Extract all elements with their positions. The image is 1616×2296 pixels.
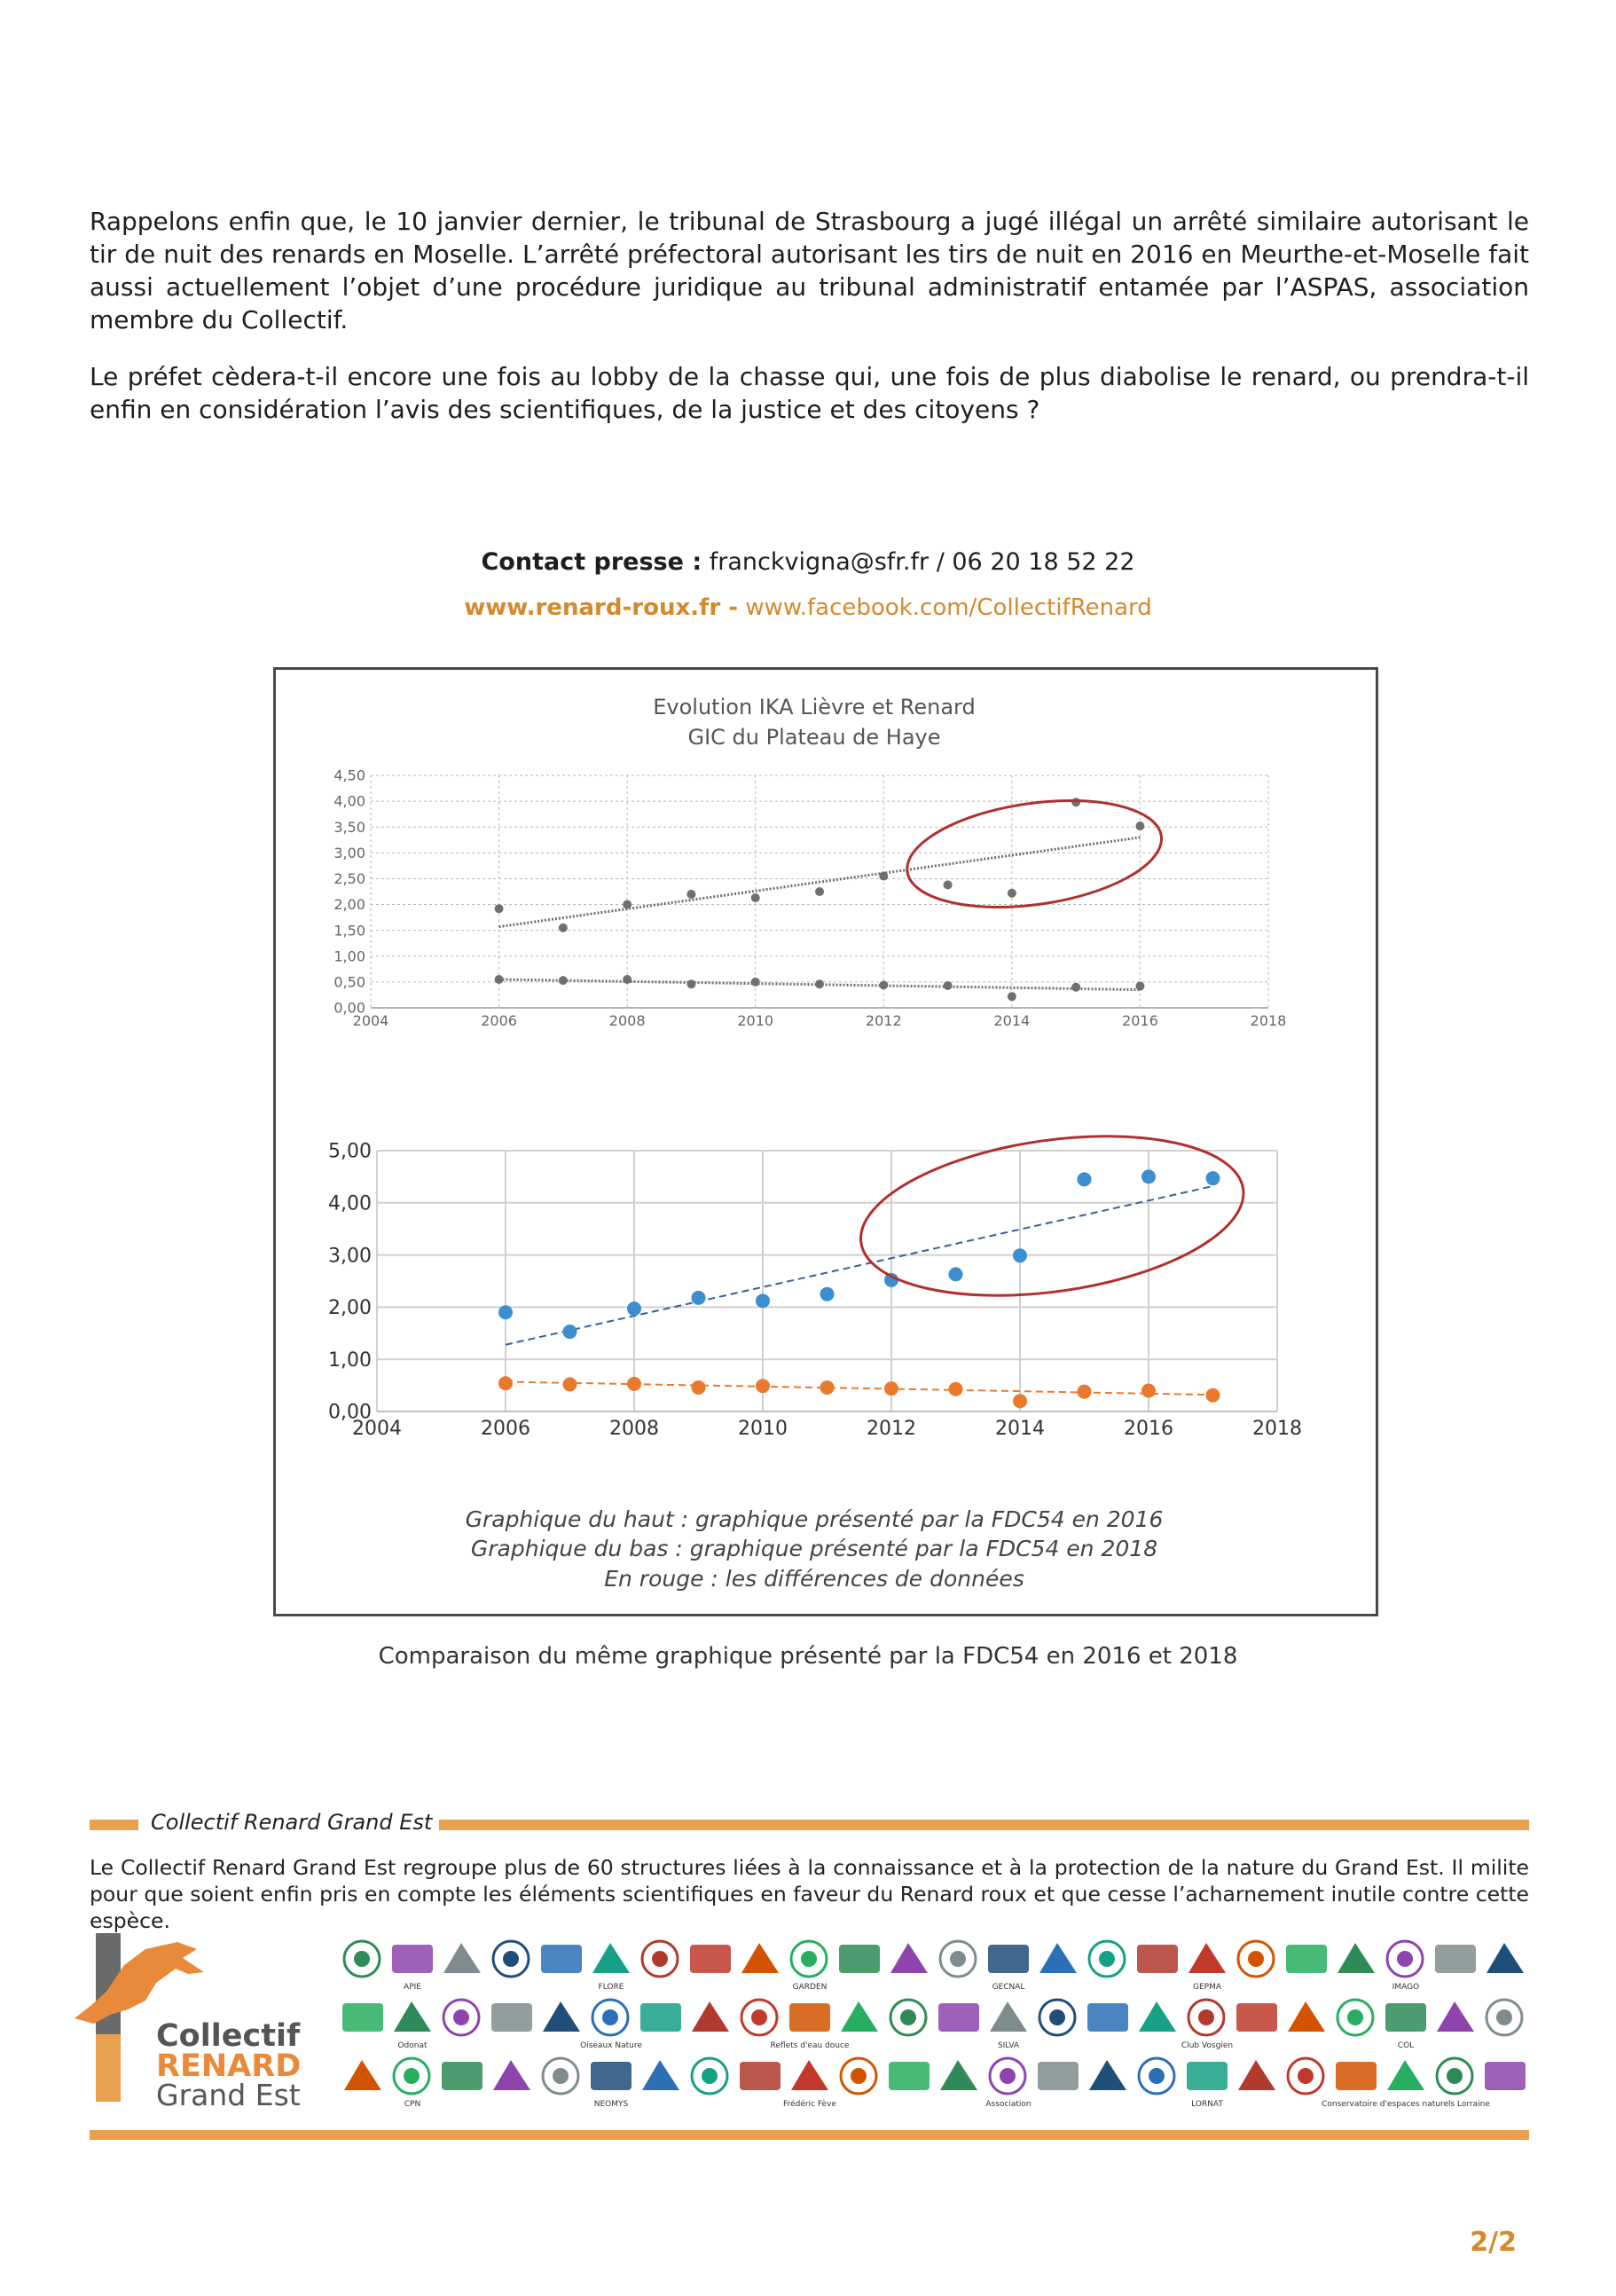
partner-logo (1139, 2001, 1176, 2032)
trend-line (506, 1186, 1213, 1345)
partner-logo-badge (392, 1945, 433, 1973)
figure-note-3: En rouge : les différences de données (604, 1566, 1024, 1592)
partner-logo (1385, 2003, 1426, 2050)
partner-logo-center (354, 1951, 370, 1967)
figure-note-1: Graphique du haut : graphique présenté par la FDC54 en 2016 (465, 1506, 1164, 1532)
partner-logo-center (602, 2009, 618, 2025)
x-tick-label: 2006 (481, 1012, 517, 1029)
y-tick-label: 4,00 (328, 1192, 372, 1215)
partner-logo (1437, 2058, 1472, 2094)
x-tick-label: 2018 (1250, 1012, 1287, 1029)
partner-logo-badge (839, 1945, 880, 1973)
partner-logo-center (553, 2068, 569, 2084)
data-point (1206, 1171, 1220, 1185)
logo-line-1: Collectif (156, 2018, 301, 2054)
partner-logo-center (1347, 2009, 1363, 2025)
partner-logo-shape (1238, 2060, 1275, 2090)
partner-logo-text: Odonat (397, 2041, 428, 2050)
partner-logo-center (1248, 1951, 1264, 1967)
partner-logo (1038, 2062, 1079, 2090)
data-point (751, 978, 760, 987)
partner-logo (990, 2001, 1027, 2050)
partner-logo (1437, 2001, 1474, 2032)
footer-title: Collectif Renard Grand Est (151, 1810, 433, 1835)
page-number: 2/2 (1470, 2227, 1517, 2258)
data-point (1071, 983, 1080, 992)
partner-logo (1238, 1941, 1274, 1977)
partner-logo-badge (640, 2003, 681, 2032)
data-point (820, 1380, 835, 1395)
partner-logo (771, 2003, 850, 2050)
partner-logo (1089, 2060, 1126, 2090)
partner-logo-shape (791, 2060, 828, 2090)
data-point (1008, 992, 1016, 1001)
partner-logo-badge (442, 2062, 482, 2090)
partner-logo (791, 1941, 827, 1992)
partner-logo (1039, 1943, 1077, 1973)
partner-logo-badge (1038, 2062, 1079, 2090)
partner-logo-shape (990, 2001, 1027, 2032)
partner-logo (342, 2003, 383, 2032)
partner-logo (1338, 2000, 1373, 2035)
data-point (692, 1380, 706, 1395)
trend-line (506, 1381, 1213, 1395)
partner-logo (642, 1941, 678, 1977)
logo-line-3: Grand Est (156, 2078, 301, 2107)
partner-logo (591, 2062, 631, 2109)
data-point (949, 1267, 963, 1281)
x-tick-label: 2010 (737, 1012, 774, 1029)
partner-logo-text: GARDEN (792, 1983, 828, 1992)
partner-logo-text: IMAGO (1392, 1983, 1420, 1992)
partner-logo (692, 2001, 729, 2032)
partner-logo (541, 1945, 582, 1973)
data-point (495, 975, 504, 984)
partner-logo (841, 2058, 876, 2094)
partner-logo-center (702, 2068, 718, 2084)
partner-logo-center (1397, 1951, 1413, 1967)
chart1-title: Evolution IKA Lièvre et Renard (653, 695, 976, 719)
partner-logo (1338, 1943, 1375, 1973)
data-point (563, 1377, 577, 1391)
partner-logo-text: NEOMYS (593, 2100, 629, 2109)
chart1-subtitle: GIC du Plateau de Haye (687, 725, 941, 750)
partner-logo-text: FLORE (598, 1983, 624, 1992)
links-line (0, 594, 1616, 621)
footer-description: Le Collectif Renard Grand Est regroupe plus de 60 structures liées à la connaissance et à la protection de la nature du Grand Est. Il milite pour que soient enfin pris en compte les éléments scientifiques en faveur du Renard roux et que cesse l’acharnement inutile contre cette espèce. (90, 1855, 1529, 1933)
partner-logo (741, 1943, 779, 1973)
partner-logo-badge (1435, 1945, 1476, 1973)
partner-logo-center (900, 2009, 916, 2025)
partner-logo-text: Frédéric Fève (783, 2100, 836, 2109)
partner-logo-text: SILVA (997, 2041, 1020, 2050)
x-tick-label: 2006 (481, 1418, 530, 1440)
contact-value: franckvigna@sfr.fr / 06 20 18 52 22 (709, 548, 1135, 576)
bottom-bar (90, 2130, 1529, 2140)
partner-logo-shape (1487, 1943, 1524, 1973)
partner-logo (839, 1945, 880, 1973)
figure-caption: Comparaison du même graphique présenté par la FDC54 en 2016 et 2018 (378, 1643, 1238, 1670)
partner-logo (841, 2001, 878, 2032)
y-tick-label: 3,00 (328, 1245, 372, 1268)
partner-logo-shape (841, 2001, 878, 2032)
data-point (563, 1325, 577, 1339)
data-point (686, 890, 695, 899)
partner-logo-badge (491, 2003, 532, 2032)
partner-logo-center (1000, 2068, 1016, 2084)
data-point (686, 979, 695, 988)
partner-logo-text: Oiseaux Nature (580, 2041, 642, 2050)
data-point (692, 1291, 706, 1305)
partner-logo (1435, 1945, 1476, 1973)
data-point (1078, 1172, 1092, 1186)
data-point (1013, 1248, 1027, 1262)
y-tick-label: 2,00 (328, 1297, 372, 1320)
partner-logo (493, 1941, 529, 1977)
partner-logo (889, 2062, 930, 2090)
partner-logo-badge (1485, 2062, 1526, 2090)
partner-logo (1236, 2003, 1277, 2032)
partner-logo-center (851, 2068, 867, 2084)
data-point (1206, 1388, 1220, 1403)
partner-logo-center (950, 1951, 966, 1967)
partner-logo-text: Conservatoire d'espaces naturels Lorraine (1322, 2100, 1490, 2109)
data-point (756, 1379, 770, 1393)
partner-logo-badge (1187, 2062, 1228, 2090)
partner-logo-shape (692, 2001, 729, 2032)
partner-logo (592, 1943, 630, 1992)
partner-logo-shape (394, 2001, 431, 2032)
partner-logo-badge (988, 1945, 1029, 1973)
paragraph-tribunal: Rappelons enfin que, le 10 janvier dernier, le tribunal de Strasbourg a jugé illégal un arrêté similaire autorisant le tir de nuit des renards en Moselle. L’arrêté préfectoral autorisant les tirs de nuit en 2016 en Meurthe-et-Moselle fait aussi actuellement l’objet d’une procédure juridique au tribunal administratif entamée par l’ASPAS, association membre du Collectif. (90, 207, 1529, 334)
partner-logo-text: GECNAL (992, 1983, 1025, 1992)
y-tick-label: 4,50 (333, 767, 365, 784)
y-tick-label: 5,00 (328, 1140, 372, 1163)
partner-logo-badge (1236, 2003, 1277, 2032)
partner-logo (985, 2058, 1031, 2109)
data-point (498, 1376, 513, 1390)
partner-logo-center (453, 2009, 469, 2025)
partner-logo-center (1049, 2009, 1065, 2025)
highlight-ellipse (851, 1114, 1253, 1317)
footer-bar-left (90, 1820, 138, 1830)
data-point (623, 975, 631, 984)
partner-logo (1387, 1941, 1423, 1992)
partner-logo (642, 2060, 679, 2090)
data-point (1141, 1169, 1156, 1183)
data-point (1008, 889, 1016, 898)
y-tick-label: 3,00 (333, 844, 365, 861)
partner-logo (940, 2060, 977, 2090)
partner-logo (1238, 2060, 1275, 2090)
partner-logo-shape (543, 2001, 580, 2032)
partner-logo-shape (890, 1943, 928, 1973)
partner-logo-shape (1039, 1943, 1077, 1973)
x-tick-label: 2010 (738, 1418, 788, 1440)
partner-logo-shape (642, 2060, 679, 2090)
partner-logo (443, 1943, 481, 1973)
data-point (879, 872, 888, 881)
partner-logo (493, 2060, 530, 2090)
partner-logo (740, 2062, 781, 2090)
partner-logo (940, 1941, 976, 1977)
partner-logo (692, 2058, 727, 2094)
logo-bar-orange (96, 2034, 121, 2102)
partner-logo (543, 2058, 578, 2094)
partner-logo-text: Association (985, 2100, 1032, 2109)
chart-2018 (328, 1114, 1302, 1440)
partner-logo-shape (741, 1943, 779, 1973)
data-point (751, 893, 760, 902)
partner-logos (337, 1932, 1534, 2110)
partner-logo-center (1099, 1951, 1115, 1967)
y-tick-label: 2,00 (333, 896, 365, 914)
partner-logo (890, 1943, 928, 1973)
partner-logo (1288, 2001, 1325, 2032)
partner-logo-text: APIE (404, 1983, 421, 1992)
partner-logo-badge (690, 1945, 731, 1973)
partner-logo (443, 2000, 479, 2035)
charts-svg (276, 670, 1376, 1614)
partner-logo-shape (1288, 2001, 1325, 2032)
data-point (559, 976, 568, 985)
y-tick-label: 0,00 (328, 1401, 372, 1424)
partner-logo-shape (1338, 1943, 1375, 1973)
partner-logo-center (404, 2068, 420, 2084)
partner-logo-shape (1437, 2001, 1474, 2032)
partner-logo-text: GEPMA (1192, 1983, 1222, 1992)
partner-logo-badge (1137, 1945, 1178, 1973)
facebook-link[interactable]: www.facebook.com/CollectifRenard (745, 594, 1152, 621)
x-tick-label: 2008 (609, 1418, 659, 1440)
partner-logo-shape (443, 1943, 481, 1973)
partner-logo-center (652, 1951, 668, 1967)
data-point (495, 904, 504, 913)
x-tick-label: 2014 (995, 1418, 1045, 1440)
data-point (879, 980, 888, 989)
partner-logo (392, 1945, 433, 1992)
partner-logo (640, 2003, 681, 2032)
x-tick-label: 2004 (352, 1418, 402, 1440)
partner-logo-badge (1385, 2003, 1426, 2032)
partner-logo (1139, 2058, 1174, 2094)
partner-logo-shape (493, 2060, 530, 2090)
partner-logo (442, 2062, 482, 2090)
chart-2016 (333, 695, 1286, 1029)
partner-logo (1188, 1943, 1226, 1992)
partner-logo (783, 2060, 836, 2109)
footer-bar-right (439, 1820, 1529, 1830)
data-point (627, 1377, 641, 1391)
x-tick-label: 2016 (1124, 1418, 1173, 1440)
data-point (944, 981, 953, 990)
paragraph-prefet: Le préfet cèdera-t-il encore une fois au lobby de la chasse qui, une fois de plus diabolise le renard, ou prendra-t-il enfin en considération l’avis des scientifiques, de la justice et des citoyens ? (90, 362, 1529, 424)
partner-logo (988, 1945, 1029, 1992)
partner-logo (890, 2000, 926, 2035)
partner-logo-center (1149, 2068, 1165, 2084)
y-tick-label: 0,00 (333, 999, 365, 1017)
data-point (1141, 1383, 1156, 1397)
partner-logo-badge (342, 2003, 383, 2032)
collectif-renard-logo (71, 1930, 328, 2107)
partner-logo-text: LORNAT (1191, 2100, 1223, 2109)
partner-logo-shape (1139, 2001, 1176, 2032)
partner-logo (1087, 2003, 1128, 2032)
comparison-figure (273, 667, 1378, 1616)
partner-logo (1137, 1945, 1178, 1973)
x-tick-label: 2012 (867, 1418, 916, 1440)
data-point (820, 1287, 835, 1301)
fox-icon (75, 1942, 204, 2024)
trend-line (499, 837, 1141, 927)
y-tick-label: 4,00 (333, 792, 365, 810)
x-tick-label: 2004 (352, 1012, 389, 1029)
data-point (1135, 822, 1144, 830)
partner-logo (1187, 2062, 1228, 2109)
y-tick-label: 1,00 (328, 1349, 372, 1372)
partner-logo-badge (541, 1945, 582, 1973)
data-point (815, 887, 824, 896)
partner-logo (1286, 1945, 1327, 1973)
partner-logo-badge (1336, 2062, 1377, 2090)
data-point (627, 1301, 641, 1316)
partner-logo-badge (789, 2003, 830, 2032)
partner-logo-text: COL (1397, 2041, 1415, 2050)
data-point (559, 924, 568, 932)
x-tick-label: 2016 (1122, 1012, 1158, 1029)
x-tick-label: 2008 (608, 1012, 646, 1029)
y-tick-label: 2,50 (333, 870, 365, 888)
partner-logo-badge (889, 2062, 930, 2090)
partner-logo-text: Reflets d'eau douce (770, 2041, 850, 2050)
partner-logo (491, 2003, 532, 2032)
y-tick-label: 3,50 (333, 818, 365, 836)
partner-logo (344, 2060, 381, 2090)
partner-logo (1181, 2000, 1233, 2050)
partner-logo (580, 2000, 642, 2050)
partner-logo (1487, 2000, 1522, 2035)
partner-logo-badge (1087, 2003, 1128, 2032)
data-point (1013, 1394, 1027, 1408)
partner-logo-badge (591, 2062, 631, 2090)
data-point (944, 880, 953, 889)
data-point (1135, 982, 1144, 991)
website-link[interactable]: www.renard-roux.fr - (464, 594, 739, 621)
partner-logo-center (1447, 2068, 1463, 2084)
press-contact (0, 548, 1616, 576)
partner-logo-text: CPN (404, 2100, 421, 2109)
partner-logo (1089, 1941, 1125, 1977)
partner-logo-shape (1089, 2060, 1126, 2090)
partner-logo (394, 2058, 429, 2109)
figure-note-2: Graphique du bas : graphique présenté par la FDC54 en 2018 (470, 1536, 1158, 1561)
data-point (498, 1305, 513, 1319)
partner-logo (938, 2003, 979, 2032)
partner-logo (1288, 2058, 1323, 2094)
x-tick-label: 2014 (993, 1012, 1031, 1029)
partner-logo-center (751, 2009, 767, 2025)
partner-logo (1487, 1943, 1524, 1973)
highlight-ellipse (900, 786, 1168, 922)
x-tick-label: 2012 (865, 1012, 902, 1029)
partner-logo-center (801, 1951, 817, 1967)
data-point (756, 1293, 770, 1308)
partner-logo-center (1298, 2068, 1314, 2084)
partner-logo (690, 1945, 731, 1973)
partner-logo-badge (740, 2062, 781, 2090)
data-point (949, 1382, 963, 1396)
partner-logo (1336, 2062, 1377, 2090)
partner-logo-center (1496, 2009, 1512, 2025)
partner-logo (543, 2001, 580, 2032)
y-tick-label: 0,50 (333, 973, 365, 991)
partner-logo-shape (940, 2060, 977, 2090)
y-tick-label: 1,00 (333, 947, 365, 965)
y-tick-label: 1,50 (333, 922, 365, 940)
data-point (1078, 1385, 1092, 1399)
data-point (1071, 798, 1080, 806)
partner-logo-center (503, 1951, 519, 1967)
logo-line-2: RENARD (156, 2048, 302, 2084)
partner-logo-shape (1387, 2060, 1424, 2090)
partner-logo (394, 2001, 431, 2050)
partner-logo (344, 1941, 380, 1977)
partner-logo-badge (1286, 1945, 1327, 1973)
partner-logo (1039, 2000, 1075, 2035)
x-tick-label: 2018 (1252, 1418, 1302, 1440)
partner-logo-text: Club Vosgien (1181, 2041, 1234, 2050)
partner-logo (741, 2000, 777, 2035)
partner-logo-badge (938, 2003, 979, 2032)
data-point (884, 1381, 898, 1396)
contact-label: Contact presse : (481, 548, 702, 576)
partner-logo (1485, 2062, 1526, 2090)
data-point (623, 900, 631, 909)
partner-logo-center (1198, 2009, 1214, 2025)
data-point (815, 979, 824, 988)
partner-logo-shape (592, 1943, 630, 1973)
partner-logo-shape (1188, 1943, 1226, 1973)
partner-logo-shape (344, 2060, 381, 2090)
